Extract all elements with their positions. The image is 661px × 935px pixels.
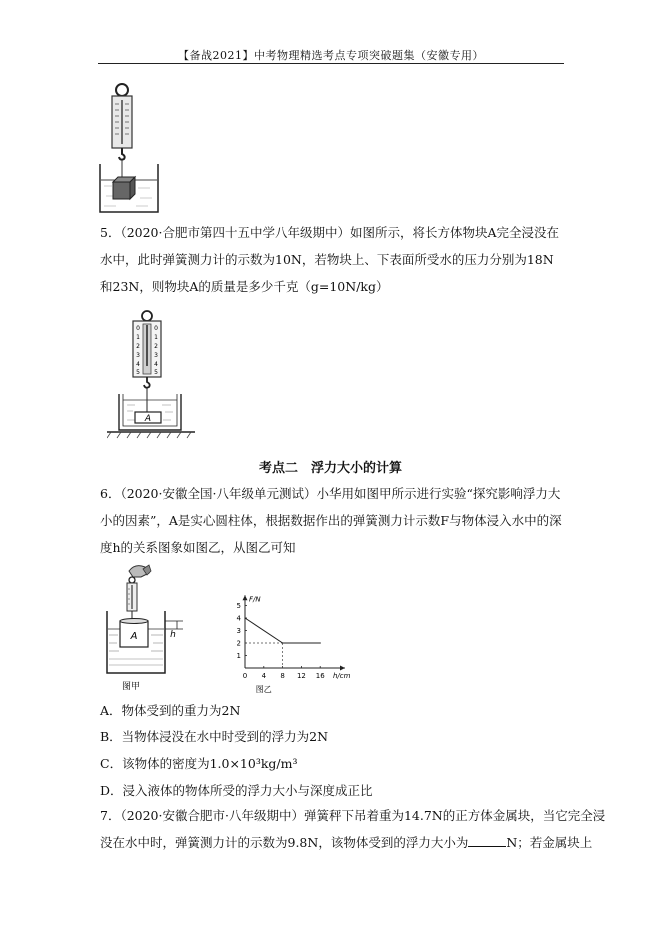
question-7-line-2: [100, 833, 592, 851]
question-6-text: 6．（2020·安徽全国·八年级单元测试）小华用如图甲所示进行实验“探究影响浮力大小的因素”，A是实心圆柱体，根据数据作出的弹簧测力计示数F与物体浸入水中的深度h的关系图象如图乙，从图乙可知: [100, 486, 562, 555]
x-axis-label: h/cm: [333, 672, 351, 680]
scale-number: 2: [136, 343, 140, 350]
y-tick-label: 4: [236, 614, 241, 623]
x-tick-label: 16: [315, 672, 325, 680]
series-line-F: [245, 618, 320, 643]
scale-ring: [116, 84, 128, 96]
cylinder-a-label: A: [130, 631, 138, 642]
scale-number: 3: [154, 352, 158, 359]
x-tick-label: 8: [280, 672, 285, 680]
scale-ring: [142, 311, 152, 321]
question-7-line-1: 7．（2020·安徽合肥市·八年级期中）弹簧秤下吊着重为14.7N的正方体金属块，当它完全浸: [100, 808, 606, 823]
y-tick-label: 2: [236, 639, 241, 648]
x-tick-label: 4: [261, 672, 267, 680]
scale-number: 3: [136, 352, 140, 359]
block-a-label: A: [144, 414, 152, 424]
option-a: A．物体受到的重力为2N: [100, 703, 241, 718]
figure-jia-caption: 图甲: [121, 682, 141, 692]
question-7-line-2-end: N；若金属块上: [506, 835, 593, 850]
page-header: 【备战2021】中考物理精选考点专项突破题集（安徽专用）: [178, 49, 484, 62]
figure-6-jia: [103, 563, 193, 693]
scale-number: 0: [136, 325, 140, 332]
y-tick-label: 5: [236, 602, 241, 610]
data-point: [320, 642, 321, 643]
x-tick-label: 0: [242, 672, 248, 680]
data-point: [244, 617, 245, 618]
question-7-line-2-start: 没在水中时，弹簧测力计的示数为9.8N，该物体受到的浮力大小为: [100, 835, 469, 850]
y-axis-arrow: [243, 595, 248, 600]
scale-ring: [129, 577, 135, 583]
figure-question-5: [107, 308, 199, 440]
data-point: [282, 642, 283, 643]
scale-number: 4: [154, 361, 158, 368]
scale-number: 5: [136, 369, 140, 376]
figure-6-yi-chart: [225, 568, 355, 696]
y-tick-label: 3: [236, 627, 241, 635]
scale-number: 5: [154, 369, 158, 376]
question-5-text: 5．（2020·合肥市第四十五中学八年级期中）如图所示，将长方体物块A完全浸没在水中，此时弹簧测力计的示数为10N，若物块上、下表面所受水的压力分别为18N和23N，则物块A的质量是多少千克（g=10N/kg）: [100, 225, 560, 294]
scale-number: 1: [136, 334, 140, 341]
y-axis-label: F/N: [249, 595, 261, 604]
x-axis-arrow: [340, 666, 345, 671]
submerged-cube: [113, 182, 130, 199]
scale-hook: [144, 377, 150, 388]
section-title: 考点二 浮力大小的计算: [258, 461, 402, 476]
scale-number: 1: [154, 334, 158, 341]
figure-prev-question: [98, 82, 160, 214]
scale-hook: [119, 148, 125, 160]
scale-number: 4: [136, 361, 140, 368]
depth-h-label: h: [170, 630, 176, 640]
answer-blank: [468, 834, 506, 847]
figure-yi-caption: 图乙: [255, 685, 272, 694]
header-rule: [98, 63, 564, 64]
y-tick-label: 1: [236, 652, 241, 660]
option-c: C．该物体的密度为1.0×10³kg/m³: [100, 756, 298, 771]
scale-number: 2: [154, 343, 158, 350]
option-b: B．当物体浸没在水中时受到的浮力为2N: [100, 729, 329, 744]
x-tick-label: 12: [296, 672, 306, 680]
scale-number: 0: [154, 325, 158, 332]
option-d: D．浸入液体的物体所受的浮力大小与深度成正比: [100, 783, 373, 798]
